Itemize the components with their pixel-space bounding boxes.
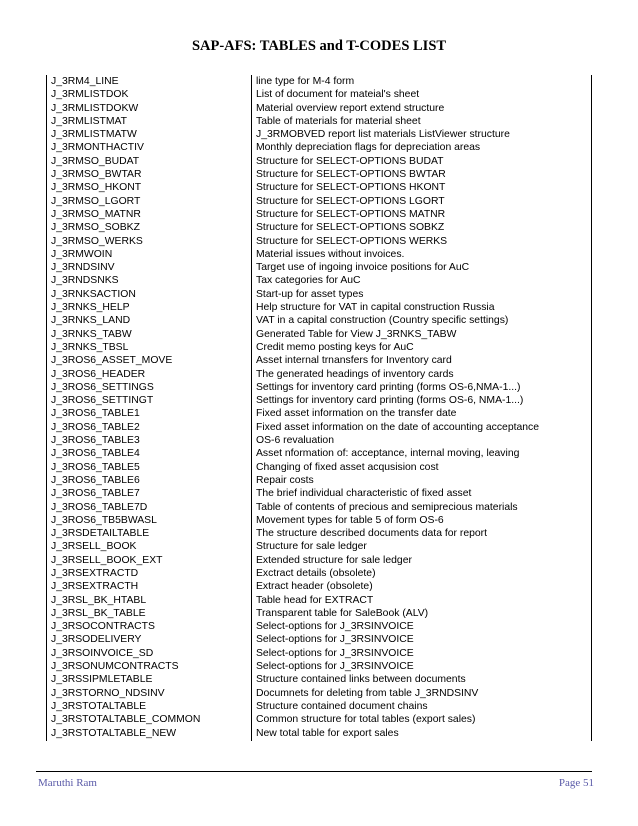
table-description-cell: Target use of ingoing invoice positions for AuC <box>256 262 470 274</box>
table-row <box>46 235 592 248</box>
table-description-cell: Select-options for J_3RSINVOICE <box>256 621 414 633</box>
table-description-cell: List of document for mateial's sheet <box>256 89 420 101</box>
table-description-cell: Structure for SELECT-OPTIONS SOBKZ <box>256 222 445 234</box>
table-name-cell: J_3RSTOTALTABLE_NEW <box>51 727 177 739</box>
table-row <box>46 274 592 287</box>
table-description-cell: Fixed asset information on the transfer date <box>256 408 457 420</box>
table-description-cell: Tax categories for AuC <box>256 275 361 287</box>
table-description-cell: Select-options for J_3RSINVOICE <box>256 647 414 659</box>
table-name-cell: J_3ROS6_TABLE6 <box>51 474 140 486</box>
table-description-cell: Structure for SELECT-OPTIONS LGORT <box>256 195 445 207</box>
table-row <box>46 208 592 221</box>
table-row <box>46 580 592 593</box>
table-description-cell: Generated Table for View J_3RNKS_TABW <box>256 328 457 340</box>
table-name-cell: J_3ROS6_TABLE3 <box>51 435 140 447</box>
table-name-cell: J_3RMLISTMATW <box>51 129 137 141</box>
table-description-cell: New total table for export sales <box>256 727 399 739</box>
table-name-cell: J_3RMSO_SOBKZ <box>51 222 140 234</box>
table-row <box>46 115 592 128</box>
table-row <box>46 354 592 367</box>
table-description-cell: Settings for inventory card printing (forms OS-6, NMA-1...) <box>256 395 524 407</box>
table-name-cell: J_3RSTOTALTABLE <box>51 700 147 712</box>
table-description-cell: Structure for SELECT-OPTIONS BWTAR <box>256 169 446 181</box>
table-name-cell: J_3RSEXTRACTD <box>51 567 139 579</box>
table-row <box>46 461 592 474</box>
table-name-cell: J_3RMLISTDOKW <box>51 102 139 114</box>
table-row <box>46 248 592 261</box>
table-description-cell: Structure for SELECT-OPTIONS WERKS <box>256 235 448 247</box>
table-description-cell: Common structure for total tables (export sales) <box>256 714 476 726</box>
table-row <box>46 660 592 673</box>
table-row <box>46 261 592 274</box>
table-description-cell: Movement types for table 5 of form OS-6 <box>256 514 444 526</box>
table-name-cell: J_3RSDETAILTABLE <box>51 528 150 540</box>
table-row <box>46 594 592 607</box>
table-name-cell: J_3ROS6_TABLE5 <box>51 461 140 473</box>
table-row <box>46 501 592 514</box>
table-name-cell: J_3RMLISTDOK <box>51 89 129 101</box>
table-name-cell: J_3RNDSINV <box>51 262 115 274</box>
table-row <box>46 567 592 580</box>
table-row <box>46 620 592 633</box>
table-description-cell: Structure for SELECT-OPTIONS MATNR <box>256 208 446 220</box>
table-row <box>46 700 592 713</box>
table-description-cell: Extract header (obsolete) <box>256 581 373 593</box>
table-description-cell: The generated headings of inventory cards <box>256 368 454 380</box>
table-description-cell: Material overview report extend structure <box>256 102 445 114</box>
table-name-cell: J_3ROS6_SETTINGS <box>51 381 154 393</box>
table-row <box>46 447 592 460</box>
table-name-cell: J_3RMWOIN <box>51 248 113 260</box>
table-row <box>46 341 592 354</box>
table-description-cell: VAT in a capital construction (Country specific settings) <box>256 315 509 327</box>
table-name-cell: J_3RNKS_TABW <box>51 328 132 340</box>
table-row <box>46 102 592 115</box>
table-description-cell: Material issues without invoices. <box>256 248 405 260</box>
table-name-cell: J_3RMSO_HKONT <box>51 182 142 194</box>
table-name-cell: J_3RMSO_BWTAR <box>51 169 142 181</box>
table-description-cell: Help structure for VAT in capital construction Russia <box>256 302 495 314</box>
table-row <box>46 713 592 726</box>
table-name-cell: J_3RMSO_LGORT <box>51 195 141 207</box>
table-name-cell: J_3ROS6_TABLE2 <box>51 421 140 433</box>
table-description-cell: Transparent table for SaleBook (ALV) <box>256 607 429 619</box>
table-name-cell: J_3ROS6_TB5BWASL <box>51 514 157 526</box>
page-title: SAP-AFS: TABLES and T-CODES LIST <box>191 38 447 54</box>
footer-page-number: Page 51 <box>558 777 594 789</box>
table-name-cell: J_3ROS6_HEADER <box>51 368 146 380</box>
table-row <box>46 434 592 447</box>
table-name-cell: J_3RSELL_BOOK <box>51 541 137 553</box>
table-row <box>46 407 592 420</box>
table-row <box>46 155 592 168</box>
table-name-cell: J_3ROS6_ASSET_MOVE <box>51 355 173 367</box>
table-name-cell: J_3RM4_LINE <box>51 76 119 87</box>
table-row <box>46 75 592 88</box>
table-name-cell: J_3RSODELIVERY <box>51 634 142 646</box>
table-name-cell: J_3RNKS_TBSL <box>51 341 129 353</box>
footer-author: Maruthi Ram <box>38 777 97 789</box>
table-name-cell: J_3RSL_BK_HTABL <box>51 594 147 606</box>
table-description-cell: Table of contents of precious and semiprecious materials <box>256 501 518 513</box>
footer-divider <box>36 771 592 772</box>
table-description-cell: OS-6 revaluation <box>256 435 334 447</box>
table-name-cell: J_3RMSO_MATNR <box>51 208 141 220</box>
table-name-cell: J_3RMONTHACTIV <box>51 142 144 154</box>
table-description-cell: Credit memo posting keys for AuC <box>256 341 414 353</box>
tables-table <box>46 75 592 740</box>
table-name-cell: J_3RMSO_WERKS <box>51 235 143 247</box>
table-description-cell: Asset internal trnansfers for Inventory card <box>256 355 452 367</box>
table-description-cell: Structure for SELECT-OPTIONS BUDAT <box>256 155 444 167</box>
table-name-cell: J_3RNDSNKS <box>51 275 119 287</box>
table-name-cell: J_3RSOINVOICE_SD <box>51 647 154 659</box>
table-description-cell: J_3RMOBVED report list materials ListViewer structure <box>256 129 510 141</box>
table-name-cell: J_3RMLISTMAT <box>51 115 128 127</box>
table-row <box>46 394 592 407</box>
table-name-cell: J_3ROS6_TABLE7D <box>51 501 148 513</box>
table-description-cell: line type for M-4 form <box>256 76 355 87</box>
table-row <box>46 288 592 301</box>
tables-table-body <box>46 75 592 740</box>
table-row <box>46 381 592 394</box>
table-row <box>46 687 592 700</box>
table-row <box>46 673 592 686</box>
table-description-cell: Changing of fixed asset acqusision cost <box>256 461 439 473</box>
table-row <box>46 554 592 567</box>
table-name-cell: J_3RSL_BK_TABLE <box>51 607 146 619</box>
table-description-cell: Exctract details (obsolete) <box>256 567 376 579</box>
table-name-cell: J_3RSELL_BOOK_EXT <box>51 554 163 566</box>
table-description-cell: Select-options for J_3RSINVOICE <box>256 634 414 646</box>
table-row <box>46 514 592 527</box>
table-name-cell: J_3RNKSACTION <box>51 288 136 300</box>
table-name-cell: J_3ROS6_TABLE7 <box>51 488 140 500</box>
table-name-cell: J_3RSTOTALTABLE_COMMON <box>51 714 201 726</box>
table-row <box>46 141 592 154</box>
table-description-cell: Settings for inventory card printing (forms OS-6,NMA-1...) <box>256 381 521 393</box>
table-description-cell: The structure described documents data for report <box>256 528 488 540</box>
table-row <box>46 301 592 314</box>
table-row <box>46 474 592 487</box>
table-name-cell: J_3RSOCONTRACTS <box>51 621 155 633</box>
table-name-cell: J_3RSEXTRACTH <box>51 581 139 593</box>
table-row <box>46 368 592 381</box>
table-description-cell: Extended structure for sale ledger <box>256 554 412 566</box>
table-row <box>46 607 592 620</box>
table-description-cell: Asset nformation of: acceptance, internal moving, leaving <box>256 448 520 460</box>
table-description-cell: Structure for sale ledger <box>256 541 367 553</box>
table-description-cell: Select-options for J_3RSINVOICE <box>256 661 414 673</box>
table-name-cell: J_3ROS6_TABLE1 <box>51 408 140 420</box>
table-row <box>46 88 592 101</box>
table-row <box>46 647 592 660</box>
table-row <box>46 727 592 740</box>
table-row <box>46 128 592 141</box>
table-row <box>46 181 592 194</box>
table-description-cell: Table of materials for material sheet <box>256 115 421 127</box>
table-row <box>46 527 592 540</box>
table-name-cell: J_3RSTORNO_NDSINV <box>51 687 165 699</box>
table-description-cell: Repair costs <box>256 474 314 486</box>
table-name-cell: J_3RSSIPMLETABLE <box>51 674 153 686</box>
table-name-cell: J_3RNKS_HELP <box>51 302 130 314</box>
table-description-cell: Structure for SELECT-OPTIONS HKONT <box>256 182 446 194</box>
table-description-cell: Start-up for asset types <box>256 288 364 300</box>
table-name-cell: J_3RMSO_BUDAT <box>51 155 140 167</box>
tables-list <box>46 75 592 741</box>
table-name-cell: J_3ROS6_SETTINGT <box>51 395 154 407</box>
table-row <box>46 328 592 341</box>
table-name-cell: J_3ROS6_TABLE4 <box>51 448 140 460</box>
table-description-cell: Fixed asset information on the date of accounting acceptance <box>256 421 540 433</box>
table-row <box>46 195 592 208</box>
table-description-cell: Structure contained document chains <box>256 700 428 712</box>
table-name-cell: J_3RSONUMCONTRACTS <box>51 661 179 673</box>
table-row <box>46 487 592 500</box>
table-description-cell: Table head for EXTRACT <box>256 594 374 606</box>
table-description-cell: Monthly depreciation flags for depreciation areas <box>256 142 481 154</box>
table-description-cell: Documnets for deleting from table J_3RNDSINV <box>256 687 479 699</box>
table-description-cell: The brief individual characteristic of fixed asset <box>256 488 472 500</box>
table-row <box>46 633 592 646</box>
table-row <box>46 221 592 234</box>
table-row <box>46 540 592 553</box>
table-row <box>46 314 592 327</box>
table-name-cell: J_3RNKS_LAND <box>51 315 131 327</box>
table-row <box>46 168 592 181</box>
table-description-cell: Structure contained links between documents <box>256 674 466 686</box>
table-row <box>46 421 592 434</box>
